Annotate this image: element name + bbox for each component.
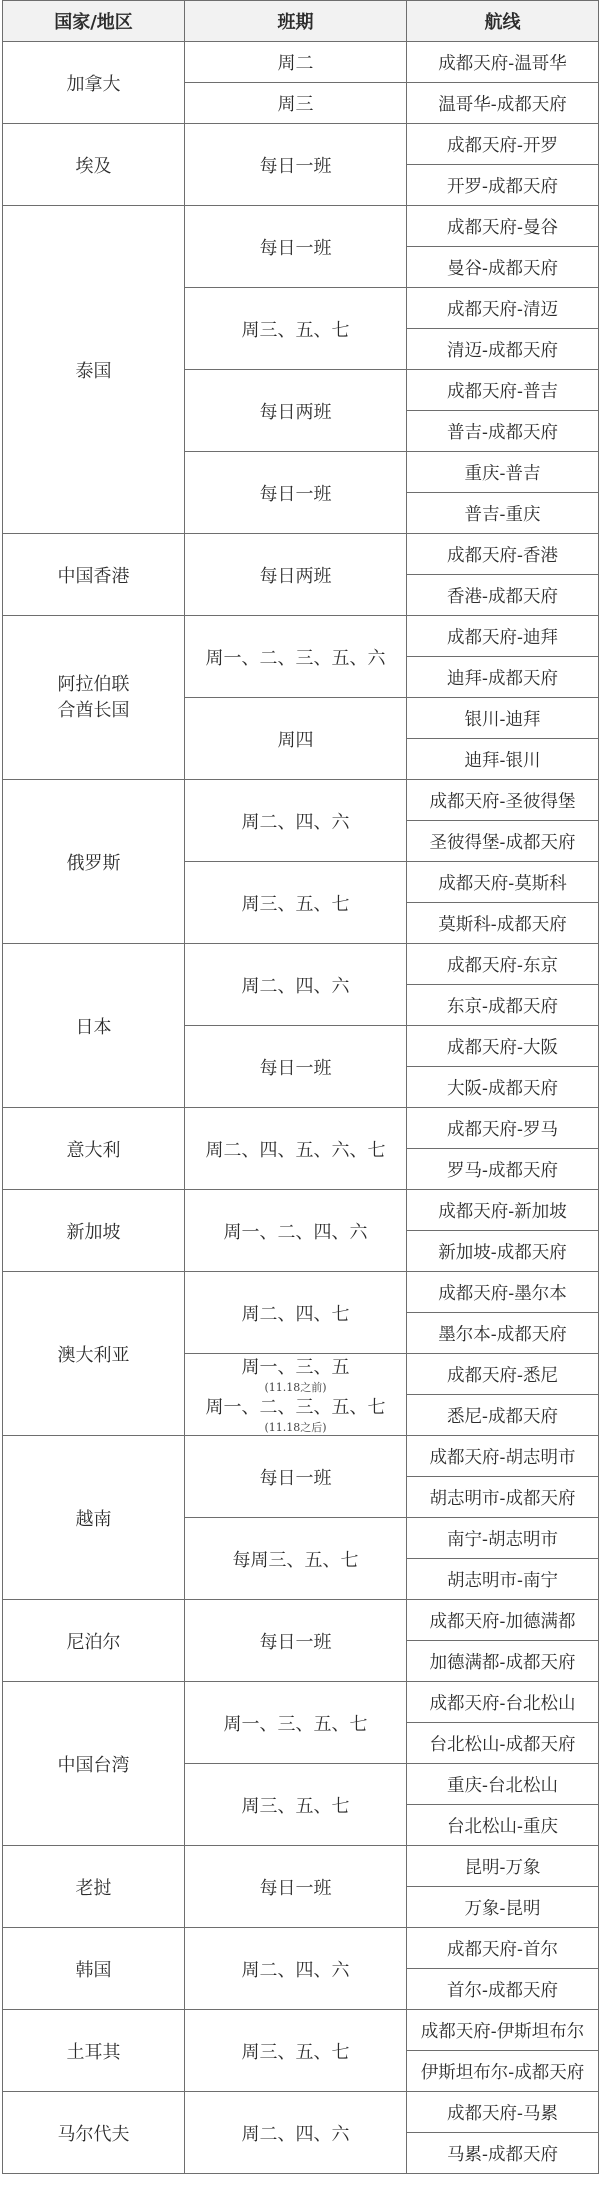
table-row	[3, 1682, 599, 1723]
route-cell: 开罗-成都天府	[407, 165, 599, 206]
route-cell: 成都天府-罗马	[407, 1108, 599, 1149]
route-cell: 成都天府-莫斯科	[407, 862, 599, 903]
schedule-cell: 每日两班	[185, 370, 407, 452]
route-cell: 墨尔本-成都天府	[407, 1313, 599, 1354]
route-cell: 台北松山-重庆	[407, 1805, 599, 1846]
region-cell: 中国香港	[3, 534, 185, 616]
route-cell: 重庆-普吉	[407, 452, 599, 493]
route-cell: 圣彼得堡-成都天府	[407, 821, 599, 862]
schedule-cell: 每日一班	[185, 452, 407, 534]
route-cell: 成都天府-普吉	[407, 370, 599, 411]
region-cell: 尼泊尔	[3, 1600, 185, 1682]
route-cell: 温哥华-成都天府	[407, 83, 599, 124]
schedule-cell: 周二	[185, 42, 407, 83]
schedule-note: (11.18之前)	[264, 1380, 327, 1394]
route-cell: 昆明-万象	[407, 1846, 599, 1887]
table-row	[3, 206, 599, 247]
schedule-cell: 周二、四、五、六、七	[185, 1108, 407, 1190]
schedule-cell: 周三	[185, 83, 407, 124]
route-cell: 胡志明市-南宁	[407, 1559, 599, 1600]
schedule-cell: 每日一班	[185, 1600, 407, 1682]
table-row	[3, 42, 599, 83]
route-cell: 迪拜-成都天府	[407, 657, 599, 698]
region-label-line: 合酋长国	[57, 699, 130, 721]
schedule-cell: 周一、二、三、五、六	[185, 616, 407, 698]
schedule-cell: 周一、二、四、六	[185, 1190, 407, 1272]
schedule-cell: 每日一班	[185, 1436, 407, 1518]
route-cell: 莫斯科-成都天府	[407, 903, 599, 944]
table-row	[3, 1846, 599, 1887]
route-cell: 加德满都-成都天府	[407, 1641, 599, 1682]
route-cell: 成都天府-墨尔本	[407, 1272, 599, 1313]
schedule-cell: 周三、五、七	[185, 862, 407, 944]
schedule-label: 周一、三、五	[241, 1356, 350, 1378]
flight-schedule-table	[2, 0, 599, 2174]
route-cell: 普吉-重庆	[407, 493, 599, 534]
schedule-cell: 周一、三、五、七	[185, 1682, 407, 1764]
route-cell: 大阪-成都天府	[407, 1067, 599, 1108]
schedule-cell: 每日一班	[185, 206, 407, 288]
schedule-cell: 周三、五、七	[185, 288, 407, 370]
schedule-cell: 每日一班	[185, 124, 407, 206]
schedule-cell: 周二、四、六	[185, 944, 407, 1026]
table-row	[3, 780, 599, 821]
route-cell: 成都天府-胡志明市	[407, 1436, 599, 1477]
region-cell: 澳大利亚	[3, 1272, 185, 1436]
schedule-note: (11.18之后)	[264, 1420, 327, 1434]
region-cell: 俄罗斯	[3, 780, 185, 944]
route-cell: 成都天府-清迈	[407, 288, 599, 329]
table-row	[3, 1928, 599, 1969]
region-cell: 土耳其	[3, 2010, 185, 2092]
route-cell: 成都天府-新加坡	[407, 1190, 599, 1231]
route-cell: 南宁-胡志明市	[407, 1518, 599, 1559]
table-row	[3, 616, 599, 657]
table-body	[3, 42, 599, 2174]
table-row	[3, 124, 599, 165]
table-row	[3, 1190, 599, 1231]
region-cell: 泰国	[3, 206, 185, 534]
route-cell: 成都天府-圣彼得堡	[407, 780, 599, 821]
route-cell: 首尔-成都天府	[407, 1969, 599, 2010]
schedule-label: 周一、二、三、五、七	[205, 1396, 386, 1418]
route-cell: 曼谷-成都天府	[407, 247, 599, 288]
route-cell: 成都天府-大阪	[407, 1026, 599, 1067]
route-cell: 成都天府-迪拜	[407, 616, 599, 657]
table-row	[3, 2010, 599, 2051]
route-cell: 伊斯坦布尔-成都天府	[407, 2051, 599, 2092]
route-cell: 台北松山-成都天府	[407, 1723, 599, 1764]
region-cell: 意大利	[3, 1108, 185, 1190]
schedule-cell: 每周三、五、七	[185, 1518, 407, 1600]
schedule-cell: 每日一班	[185, 1846, 407, 1928]
route-cell: 成都天府-东京	[407, 944, 599, 985]
route-cell: 成都天府-伊斯坦布尔	[407, 2010, 599, 2051]
table-row	[3, 1436, 599, 1477]
table-row	[3, 1272, 599, 1313]
route-cell: 成都天府-加德满都	[407, 1600, 599, 1641]
region-cell: 加拿大	[3, 42, 185, 124]
region-cell: 中国台湾	[3, 1682, 185, 1846]
region-cell: 新加坡	[3, 1190, 185, 1272]
header-region: 国家/地区	[3, 1, 185, 42]
region-cell: 马尔代夫	[3, 2092, 185, 2174]
header-row	[3, 1, 599, 42]
region-cell	[3, 616, 185, 780]
route-cell: 成都天府-马累	[407, 2092, 599, 2133]
region-cell: 老挝	[3, 1846, 185, 1928]
schedule-cell: 周四	[185, 698, 407, 780]
schedule-cell: 每日两班	[185, 534, 407, 616]
route-cell: 万象-昆明	[407, 1887, 599, 1928]
schedule-cell: 周二、四、六	[185, 780, 407, 862]
route-cell: 成都天府-开罗	[407, 124, 599, 165]
route-cell: 银川-迪拜	[407, 698, 599, 739]
table-row	[3, 944, 599, 985]
route-cell: 清迈-成都天府	[407, 329, 599, 370]
header-route: 航线	[407, 1, 599, 42]
route-cell: 悉尼-成都天府	[407, 1395, 599, 1436]
region-cell: 越南	[3, 1436, 185, 1600]
route-cell: 胡志明市-成都天府	[407, 1477, 599, 1518]
schedule-cell: 周二、四、六	[185, 2092, 407, 2174]
route-cell: 重庆-台北松山	[407, 1764, 599, 1805]
route-cell: 东京-成都天府	[407, 985, 599, 1026]
table-row	[3, 2092, 599, 2133]
route-cell: 马累-成都天府	[407, 2133, 599, 2174]
region-cell: 韩国	[3, 1928, 185, 2010]
route-cell: 成都天府-悉尼	[407, 1354, 599, 1395]
region-label-line: 阿拉伯联	[57, 673, 130, 695]
region-cell: 埃及	[3, 124, 185, 206]
route-cell: 普吉-成都天府	[407, 411, 599, 452]
route-cell: 成都天府-曼谷	[407, 206, 599, 247]
table-row	[3, 1600, 599, 1641]
table-row	[3, 1108, 599, 1149]
route-cell: 成都天府-温哥华	[407, 42, 599, 83]
route-cell: 迪拜-银川	[407, 739, 599, 780]
schedule-cell: 周三、五、七	[185, 1764, 407, 1846]
schedule-cell	[185, 1354, 407, 1436]
route-cell: 新加坡-成都天府	[407, 1231, 599, 1272]
route-cell: 罗马-成都天府	[407, 1149, 599, 1190]
route-cell: 成都天府-首尔	[407, 1928, 599, 1969]
route-cell: 香港-成都天府	[407, 575, 599, 616]
table-row	[3, 534, 599, 575]
route-cell: 成都天府-台北松山	[407, 1682, 599, 1723]
schedule-cell: 每日一班	[185, 1026, 407, 1108]
header-schedule: 班期	[185, 1, 407, 42]
schedule-cell: 周二、四、六	[185, 1928, 407, 2010]
schedule-cell: 周三、五、七	[185, 2010, 407, 2092]
region-cell: 日本	[3, 944, 185, 1108]
route-cell: 成都天府-香港	[407, 534, 599, 575]
schedule-cell: 周二、四、七	[185, 1272, 407, 1354]
